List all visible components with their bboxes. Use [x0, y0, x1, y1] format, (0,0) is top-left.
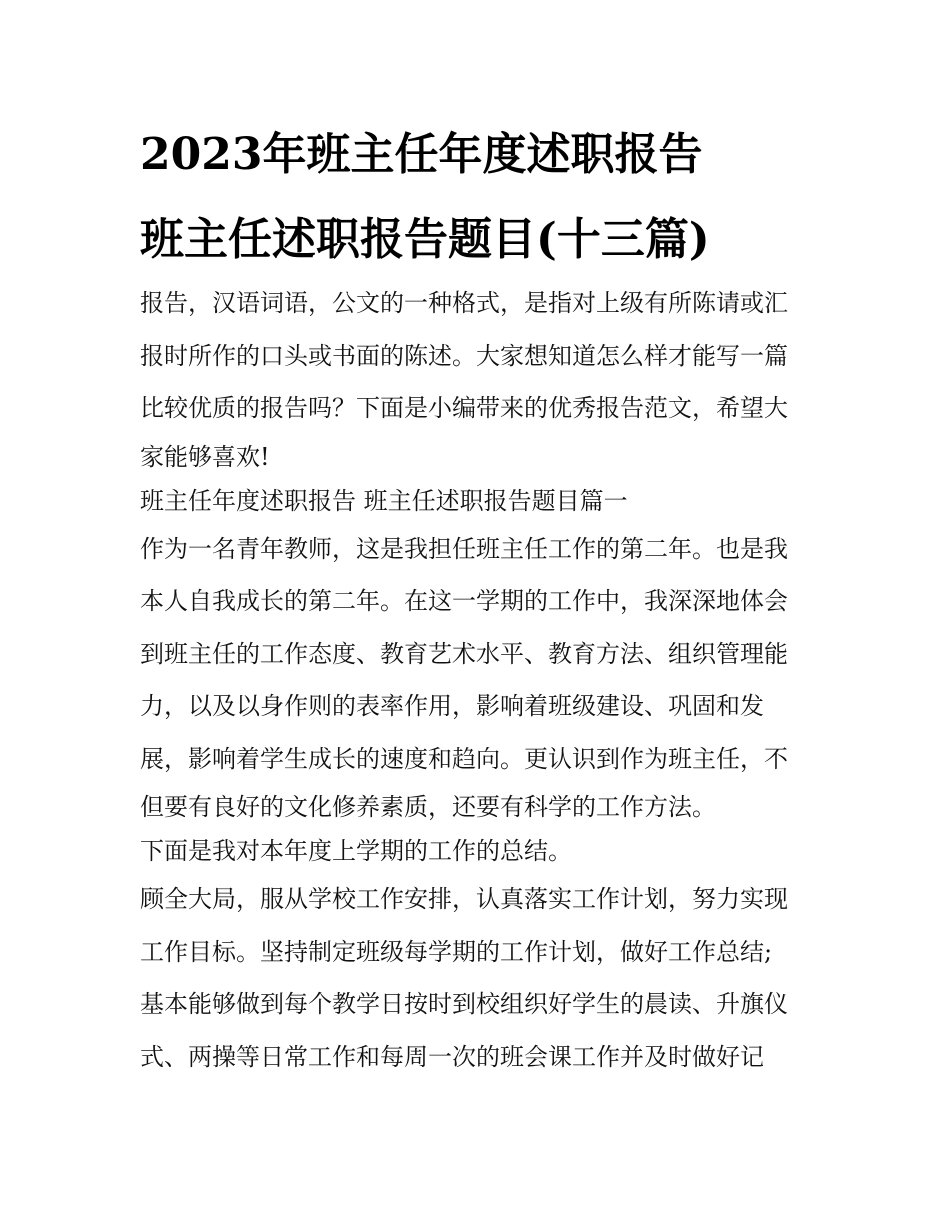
intro-line: 报时所作的口头或书面的陈述。大家想知道怎么样才能写一篇 — [140, 341, 788, 370]
paragraph-2: 下面是我对本年度上学期的工作的总结。 — [140, 837, 572, 865]
paragraph-line: 力，以及以身作则的表率作用，影响着班级建设、巩固和发 — [140, 692, 764, 720]
paragraph-line: 到班主任的工作态度、教育艺术水平、教育方法、组织管理能 — [140, 639, 788, 668]
paragraph-line: 展，影响着学生成长的速度和趋向。更认识到作为班主任，不 — [140, 744, 788, 773]
paragraph-line: 作为一名青年教师，这是我担任班主任工作的第二年。也是我 — [140, 534, 788, 563]
paragraph-line: 工作目标。坚持制定班级每学期的工作计划，做好工作总结; — [140, 937, 773, 966]
document-title — [140, 112, 840, 282]
title-line-1: 2023年班主任年度述职报告 — [140, 129, 703, 180]
intro-paragraph — [140, 277, 820, 479]
document-body — [140, 277, 820, 1083]
paragraph-line: 顾全大局，服从学校工作安排，认真落实工作计划，努力实现 — [140, 885, 788, 913]
paragraph-1 — [140, 523, 820, 830]
section-heading: 班主任年度述职报告 班主任述职报告题目篇一 — [140, 486, 628, 515]
paragraph-line: 式、两操等日常工作和每周一次的班会课工作并及时做好记 — [140, 1042, 764, 1071]
intro-line: 比较优质的报告吗？下面是小编带来的优秀报告范文，希望大 — [140, 394, 788, 422]
paragraph-line: 本人自我成长的第二年。在这一学期的工作中，我深深地体会 — [140, 587, 788, 615]
paragraph-3 — [140, 873, 820, 1083]
intro-line: 报告，汉语词语，公文的一种格式，是指对上级有所陈请或汇 — [140, 289, 788, 317]
paragraph-line: 但要有良好的文化修养素质，还要有科学的工作方法。 — [140, 793, 716, 821]
intro-line: 家能够喜欢! — [140, 442, 270, 471]
title-line-2: 班主任述职报告题目(十三篇) — [140, 214, 710, 265]
paragraph-line: 基本能够做到每个教学日按时到校组织好学生的晨读、升旗仪 — [140, 990, 788, 1018]
